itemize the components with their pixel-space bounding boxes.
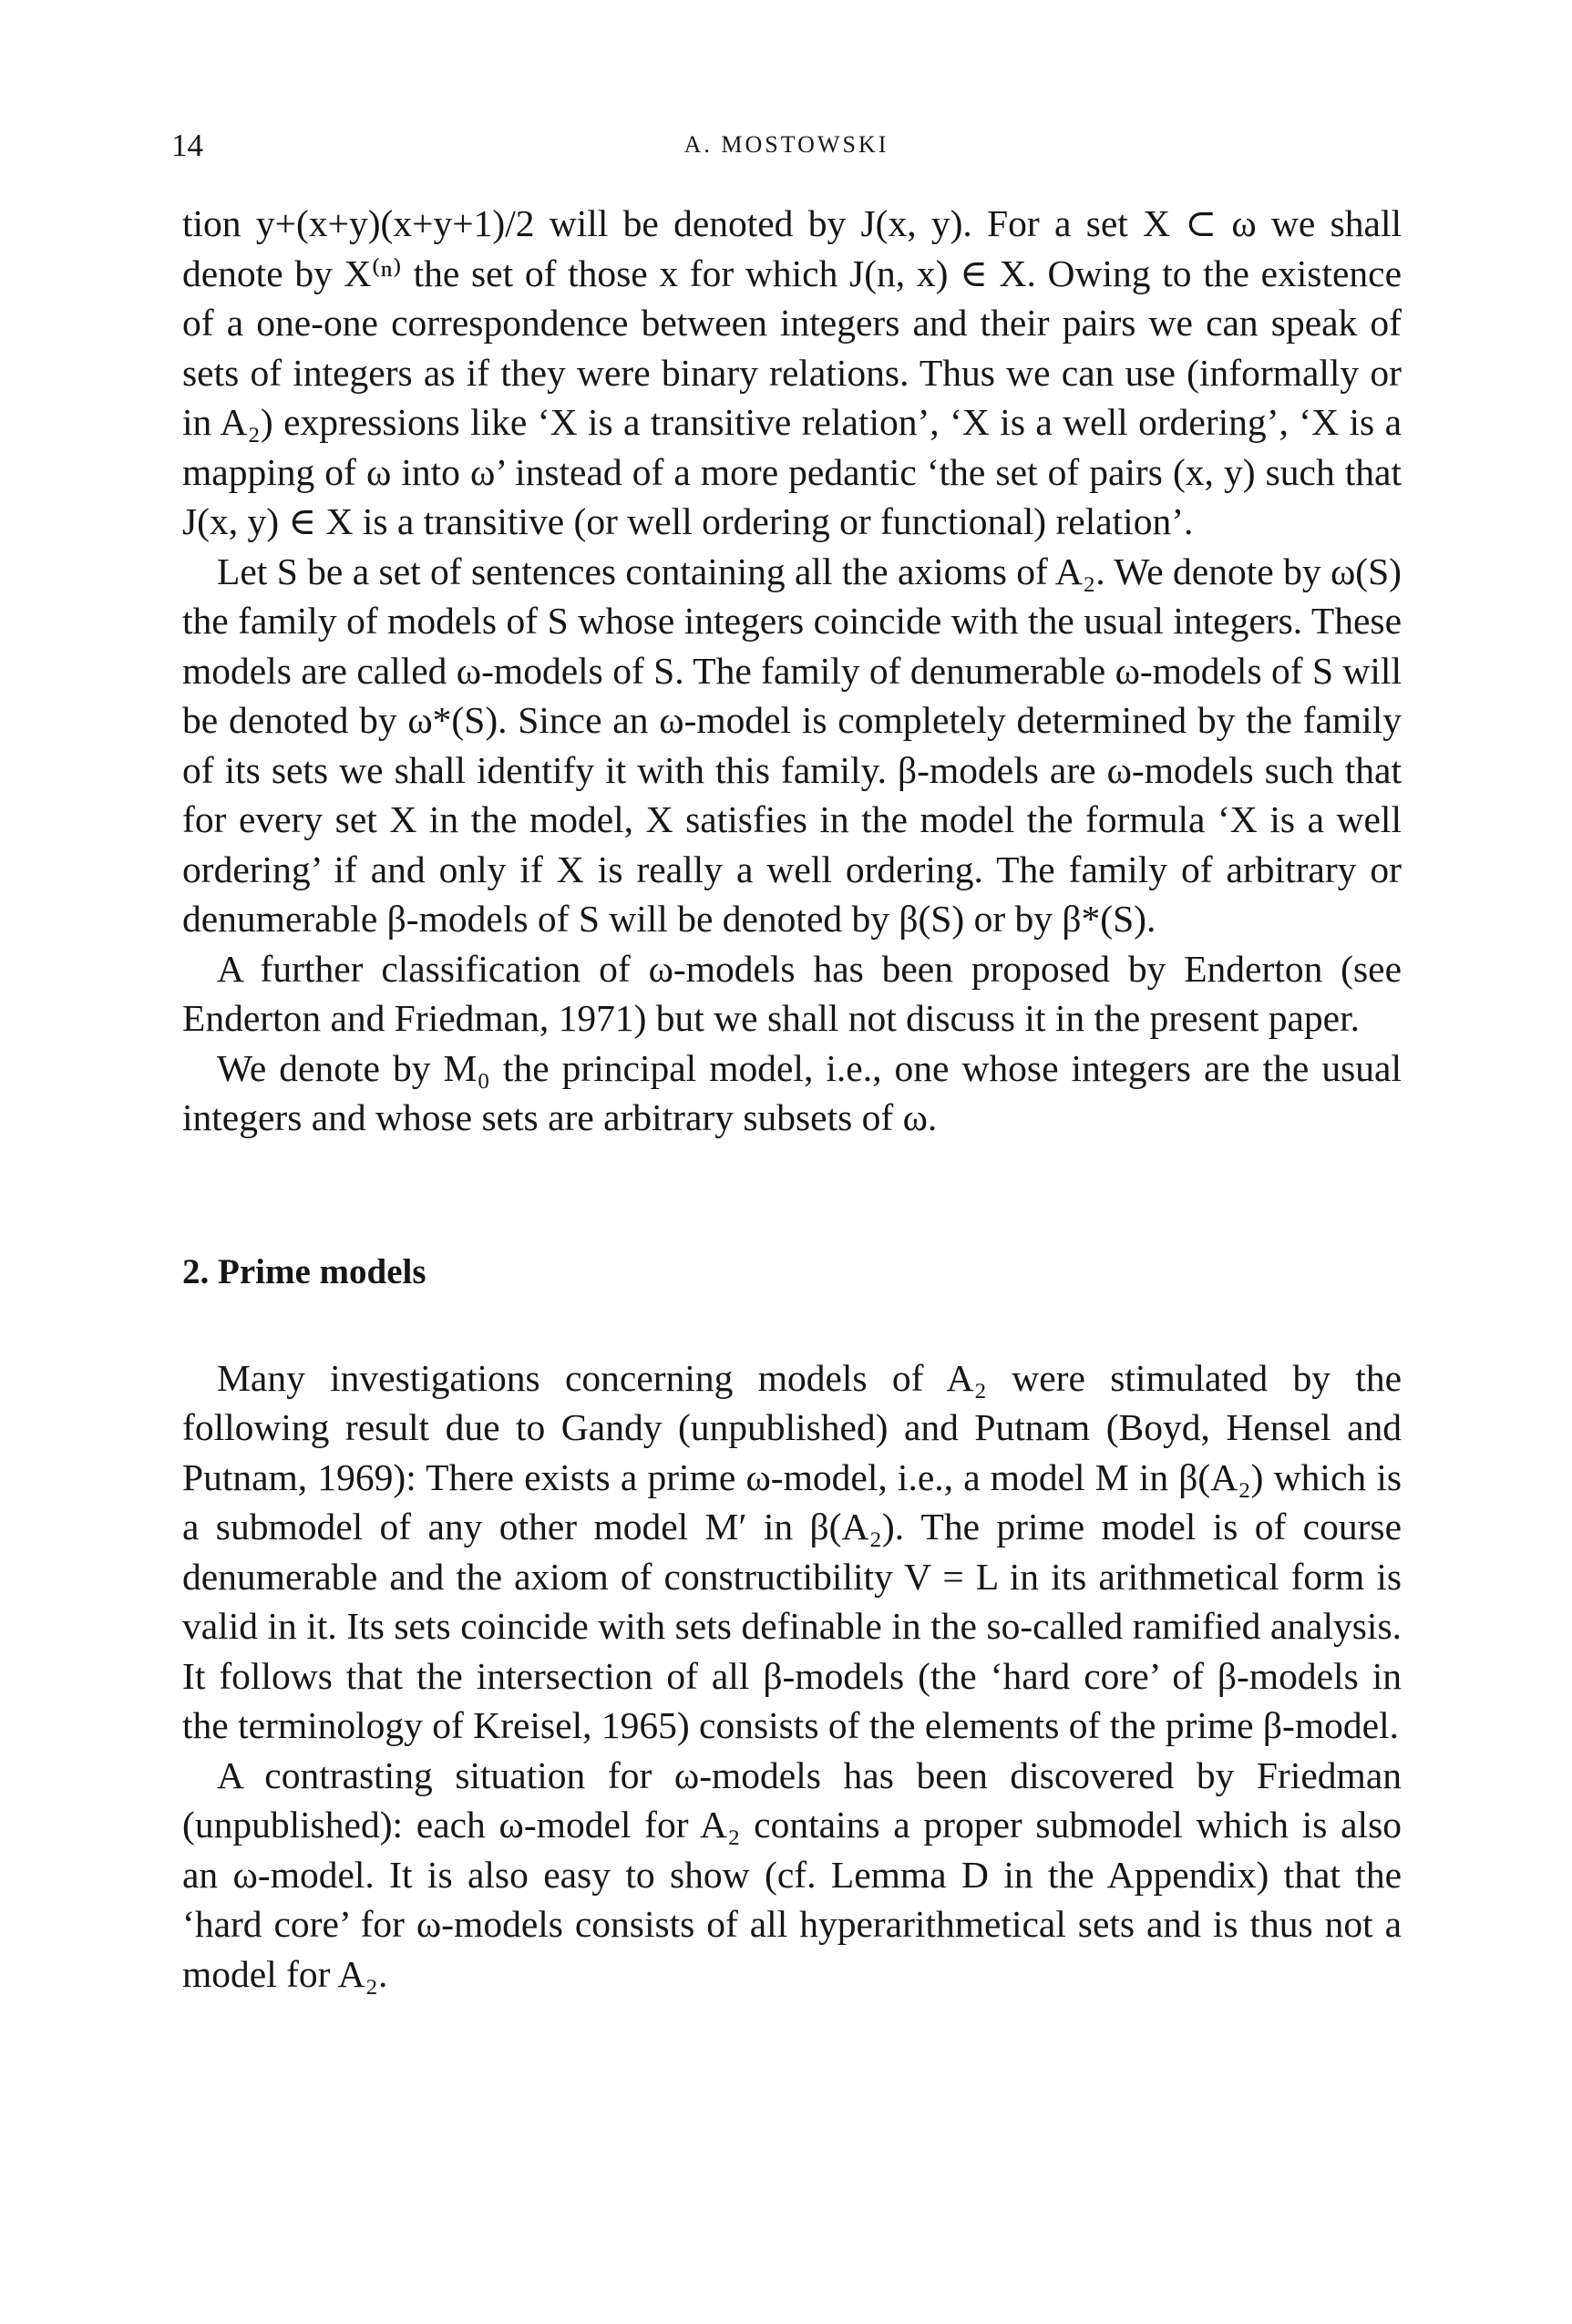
paragraph-1: tion y+(x+y)(x+y+1)/2 will be denoted by J(x, y). For a set X ⊂ ω we shall denote by X⁽ⁿ⁾ the set of those x for which J(n, x) ∈ X. Owing to the existence of a one-one correspondence between integers and their pairs we can speak of sets of integers as if they were binary relations. Thus we can use (informally or in A₂) expressions like ‘X is a transitive relation’, ‘X is a well ordering’, ‘X is a mapping of ω into ω’ instead of a more pedantic ‘the set of pairs (x, y) such that J(x, y) ∈ X is a transitive (or well ordering or functional) relation’.: [182, 202, 1402, 542]
paragraph-3: A further classification of ω-models has been proposed by Enderton (see Enderton and Friedman, 1971) but we shall not discuss it in the present paper.: [182, 947, 1402, 1039]
page-number: 14: [171, 128, 203, 163]
section-paragraph-1: Many investigations concerning models of A₂ were stimulated by the following result due to Gandy (unpublished) and Putnam (Boyd, Hensel and Putnam, 1969): There exists a prime ω-model, i.e., a model M in β(A₂) which is a submodel of any other model M′ in β(A₂). The prime model is of course denumerable and the axiom of constructibility V = L in its arithmetical form is valid in it. Its sets coincide with sets definable in the so-called ramified analysis. It follows that the intersection of all β-models (the ‘hard core’ of β-models in the terminology of Kreisel, 1965) consists of the elements of the prime β-model.: [182, 1356, 1402, 1746]
running-head: A. MOSTOWSKI: [683, 131, 889, 158]
paragraph-2: Let S be a set of sentences containing all the axioms of A₂. We denote by ω(S) the family of models of S whose integers coincide with the usual integers. These models are called ω-models of S. The family of denumerable ω-models of S will be denoted by ω*(S). Since an ω-model is completely determined by the family of its sets we shall identify it with this family. β-models are ω-models such that for every set X in the model, X satisfies in the model the formula ‘X is a well ordering’ if and only if X is really a well ordering. The family of arbitrary or denumerable β-models of S will be denoted by β(S) or by β*(S).: [182, 550, 1402, 940]
paragraph-4: We denote by M₀ the principal model, i.e., one whose integers are the usual integers and whose sets are arbitrary subsets of ω.: [182, 1046, 1402, 1138]
section-heading: 2. Prime models: [182, 1251, 426, 1291]
page-header: [171, 128, 1402, 173]
body-text: [182, 199, 1402, 1999]
section-paragraph-2: A contrasting situation for ω-models has been discovered by Friedman (unpublished): each ω-model for A₂ contains a proper submodel which is also an ω-model. It is also easy to show (cf. Lemma D in the Appendix) that the ‘hard core’ for ω-models consists of all hyperarithmetical sets and is thus not a model for A₂.: [182, 1753, 1402, 1995]
